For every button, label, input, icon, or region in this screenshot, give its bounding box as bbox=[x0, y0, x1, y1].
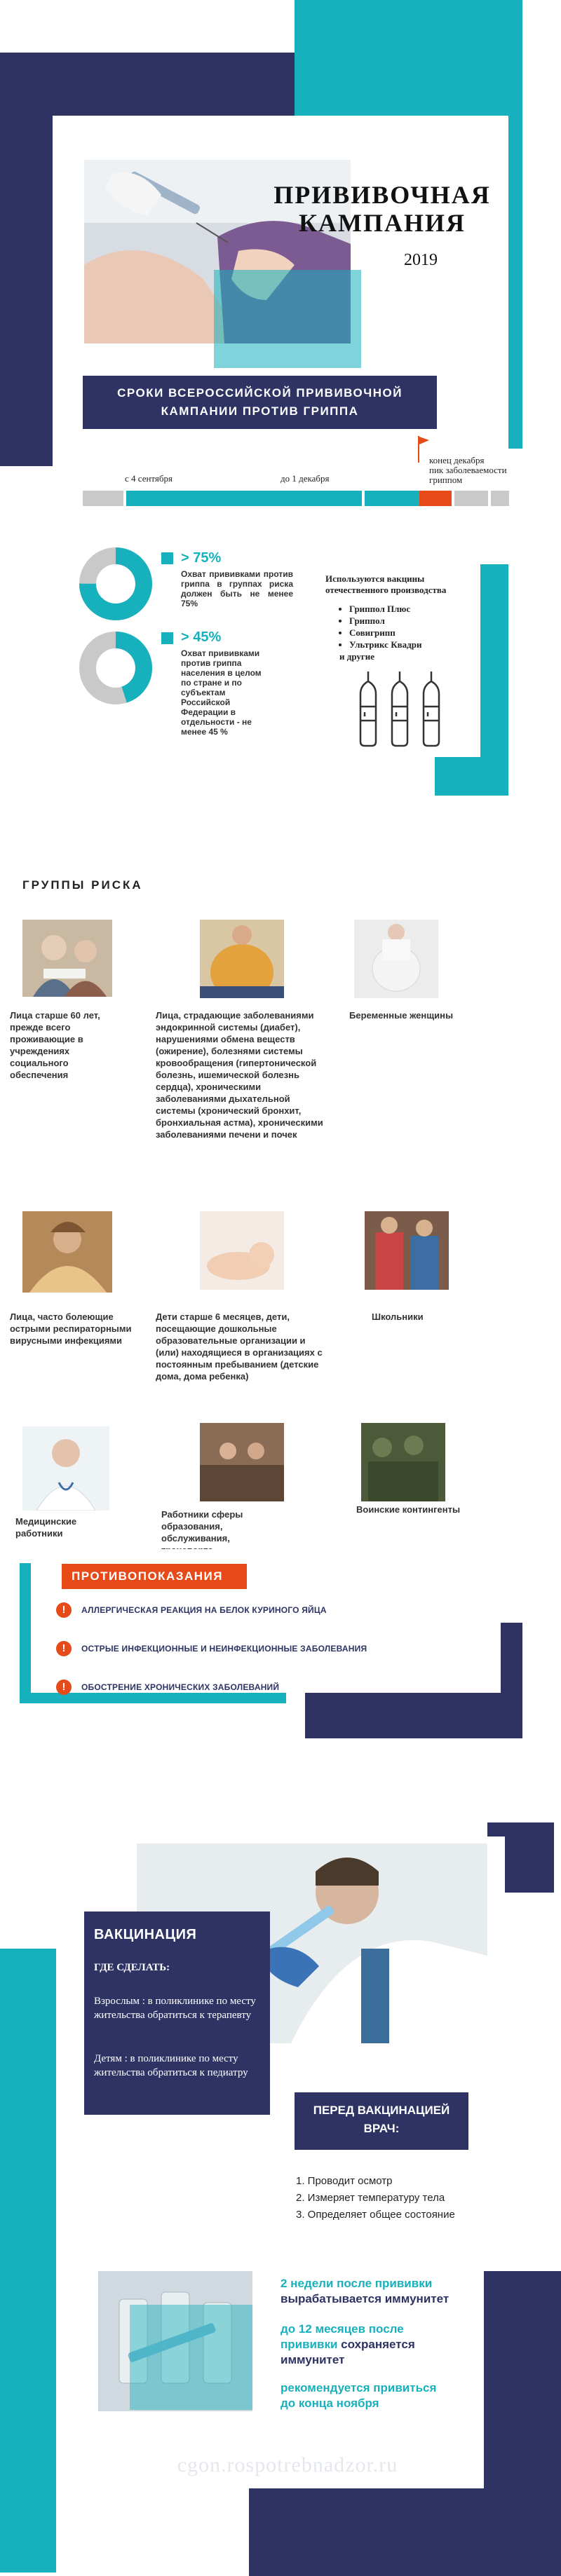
risk-caption-workers: Работники сферы образования, обслуживания, bbox=[161, 1509, 243, 1543]
deco-teal-block-left-bottom bbox=[0, 1949, 56, 2572]
timeline-mid-label: до 1 декабря bbox=[280, 473, 330, 484]
campaign-banner-line2: КАМПАНИИ ПРОТИВ ГРИППА bbox=[161, 404, 359, 418]
fact-1 bbox=[280, 2276, 449, 2307]
elderly-photo bbox=[22, 920, 112, 997]
warning-icon: ! bbox=[56, 1679, 72, 1695]
deco-teal-overlay-vials bbox=[130, 2305, 252, 2410]
before-heading-line1: ПЕРЕД ВАКЦИНАЦИЕЙ bbox=[313, 2104, 450, 2117]
vaccination-where-label: ГДЕ СДЕЛАТЬ: bbox=[94, 1962, 170, 1973]
contraindication-text: ОСТРЫЕ ИНФЕКЦИОННЫЕ И НЕИНФЕКЦИОННЫЕ ЗАБОЛЕВАНИЯ bbox=[81, 1644, 367, 1654]
peak-line3: гриппом bbox=[429, 475, 463, 485]
donut-chart-45 bbox=[77, 629, 154, 707]
title-line-2: КАМПАНИЯ bbox=[298, 209, 466, 237]
vaccine-item: • Гриппол Плюс bbox=[349, 603, 480, 615]
baby-photo bbox=[200, 1211, 284, 1290]
fact-3-line1: рекомендуется привиться bbox=[280, 2381, 437, 2394]
page-title bbox=[252, 181, 512, 237]
sick-person-photo bbox=[22, 1211, 112, 1293]
vaccines-heading: Используются вакцины отечественного производства bbox=[325, 573, 447, 595]
fact-2-row2 bbox=[280, 2337, 415, 2352]
doctor-photo bbox=[22, 1426, 109, 1511]
vaccines-list bbox=[339, 603, 480, 650]
fact-1-accent: 2 недели после прививки bbox=[280, 2277, 433, 2290]
contraindication-text: АЛЛЕРГИЧЕСКАЯ РЕАКЦИЯ НА БЕЛОК КУРИНОГО ЯЙЦА bbox=[81, 1605, 327, 1615]
risk-caption-children: Дети старше 6 месяцев, дети, посещающие дошкольные образовательные организации и (или) находящиеся в организациях с постоянным пребыванием (детские дома, дома ребенка) bbox=[156, 1311, 323, 1382]
before-step: 2. Измеряет температуру тела bbox=[296, 2192, 445, 2204]
timeline-seg-before bbox=[83, 491, 123, 506]
vaccination-adults: Взрослым : в поликлинике по месту жительства обратиться к терапевту bbox=[94, 1996, 256, 2021]
fact-2 bbox=[280, 2322, 415, 2368]
military-photo bbox=[361, 1423, 445, 1501]
vaccination-children: Детям : в поликлинике по месту жительства обратиться к педиатру bbox=[94, 2053, 248, 2078]
workers-photo bbox=[200, 1423, 284, 1501]
title-year: 2019 bbox=[404, 251, 438, 269]
fact-1-rest: вырабатывается иммунитет bbox=[280, 2292, 450, 2305]
peak-flag-icon bbox=[417, 435, 431, 463]
fact-3 bbox=[280, 2380, 436, 2411]
vaccine-item: • Ультрикс Квадри bbox=[349, 639, 480, 650]
risk-caption-elderly: Лица старше 60 лет, прежде всего проживающие в учреждениях социального обеспечения bbox=[10, 1010, 100, 1080]
fact-2-rest-2: иммунитет bbox=[280, 2353, 345, 2366]
peak-line1: конец декабря bbox=[429, 455, 485, 465]
risk-caption-schoolchildren: Школьники bbox=[372, 1311, 424, 1322]
stat1-square bbox=[161, 552, 173, 564]
vaccination-info-card bbox=[84, 1911, 270, 2115]
before-heading-line2: ВРАЧ: bbox=[363, 2122, 400, 2135]
timeline-tick-2 bbox=[362, 491, 365, 506]
ampoules-icon bbox=[351, 672, 449, 749]
before-step: 1. Проводит осмотр bbox=[296, 2175, 393, 2187]
warning-icon: ! bbox=[56, 1641, 72, 1656]
contraindication-item bbox=[56, 1602, 327, 1618]
contraindications-heading: ПРОТИВОПОКАЗАНИЯ bbox=[62, 1564, 247, 1589]
deco-navy-block-bottom bbox=[249, 2488, 561, 2576]
vaccines-other: и другие bbox=[339, 651, 375, 662]
timeline-seg-campaign bbox=[126, 491, 442, 506]
fact-2-accent-2: прививки bbox=[280, 2338, 338, 2351]
obesity-photo bbox=[200, 920, 284, 998]
risk-caption-military: Воинские контингенты bbox=[356, 1504, 461, 1515]
deco-teal-square-header bbox=[214, 270, 361, 368]
fact-3-line2: до конца ноября bbox=[280, 2397, 379, 2410]
campaign-banner-line1: СРОКИ ВСЕРОССИЙСКОЙ ПРИВИВОЧНОЙ bbox=[117, 386, 403, 400]
timeline-seg-peak bbox=[419, 491, 452, 506]
pregnant-photo bbox=[354, 920, 438, 998]
timeline-tick-4 bbox=[488, 491, 491, 506]
fact-2-rest: сохраняется bbox=[341, 2338, 415, 2351]
contraindication-text: ОБОСТРЕНИЕ ХРОНИЧЕСКИХ ЗАБОЛЕВАНИЙ bbox=[81, 1682, 280, 1692]
vaccine-item: • Совигрипп bbox=[349, 627, 480, 639]
stat2-value: > 45% bbox=[181, 629, 222, 645]
timeline-tick-3 bbox=[452, 491, 454, 506]
campaign-timeline bbox=[83, 491, 509, 506]
stat1-value: > 75% bbox=[181, 550, 222, 566]
campaign-banner bbox=[83, 376, 437, 429]
fact-2-accent: до 12 месяцев после bbox=[280, 2322, 404, 2336]
warning-icon: ! bbox=[56, 1602, 72, 1618]
stat2-text: Охват прививками против гриппа населения в целом по стране и по субъектам Российской Федерации в отдельности - не менее 45 % bbox=[181, 648, 262, 737]
risk-groups-heading: ГРУППЫ РИСКА bbox=[22, 878, 143, 892]
vaccination-heading: ВАКЦИНАЦИЯ bbox=[94, 1927, 197, 1942]
footer-site: cgon.rospotrebnadzor.ru bbox=[177, 2453, 398, 2476]
timeline-seg-after bbox=[454, 491, 509, 506]
stat1-text: Охват прививками против гриппа в группах риска должен быть не менее 75% bbox=[181, 569, 293, 608]
before-steps bbox=[296, 2173, 455, 2223]
risk-caption-ari: Лица, часто болеющие острыми респираторными вирусными инфекциями bbox=[10, 1311, 132, 1346]
timeline-peak-label bbox=[429, 456, 507, 485]
timeline-tick-1 bbox=[123, 491, 126, 506]
contraindication-item bbox=[56, 1641, 367, 1656]
schoolchildren-photo bbox=[365, 1211, 449, 1290]
risk-caption-chronic: Лица, страдающие заболеваниями эндокринной системы (диабет), нарушениями обмена веществ (ожирение), болезнями системы кровообращения (гипертонической болезнь, ишемической болезнь сердца), хроническими заболеваниями дыхательной системы (хронический бронхит, бронхиальная астма), хроническими заболеваниями печени и почек bbox=[156, 1010, 323, 1140]
title-line-1: ПРИВИВОЧНАЯ bbox=[273, 181, 491, 209]
deco-teal-block-right-low bbox=[435, 757, 508, 796]
vaccine-item: • Гриппол bbox=[349, 615, 480, 627]
risk-caption-pregnant: Беременные женщины bbox=[349, 1010, 454, 1021]
risk-caption-medical: Медицинские работники bbox=[15, 1516, 77, 1539]
stat2-square bbox=[161, 632, 173, 644]
peak-line2: пик заболеваемости bbox=[429, 465, 507, 475]
before-vaccination-banner bbox=[295, 2092, 468, 2150]
timeline-start-label: с 4 сентября bbox=[125, 473, 173, 484]
contraindication-item bbox=[56, 1679, 279, 1695]
donut-chart-75 bbox=[77, 545, 154, 622]
before-step: 3. Определяет общее состояние bbox=[296, 2209, 455, 2221]
